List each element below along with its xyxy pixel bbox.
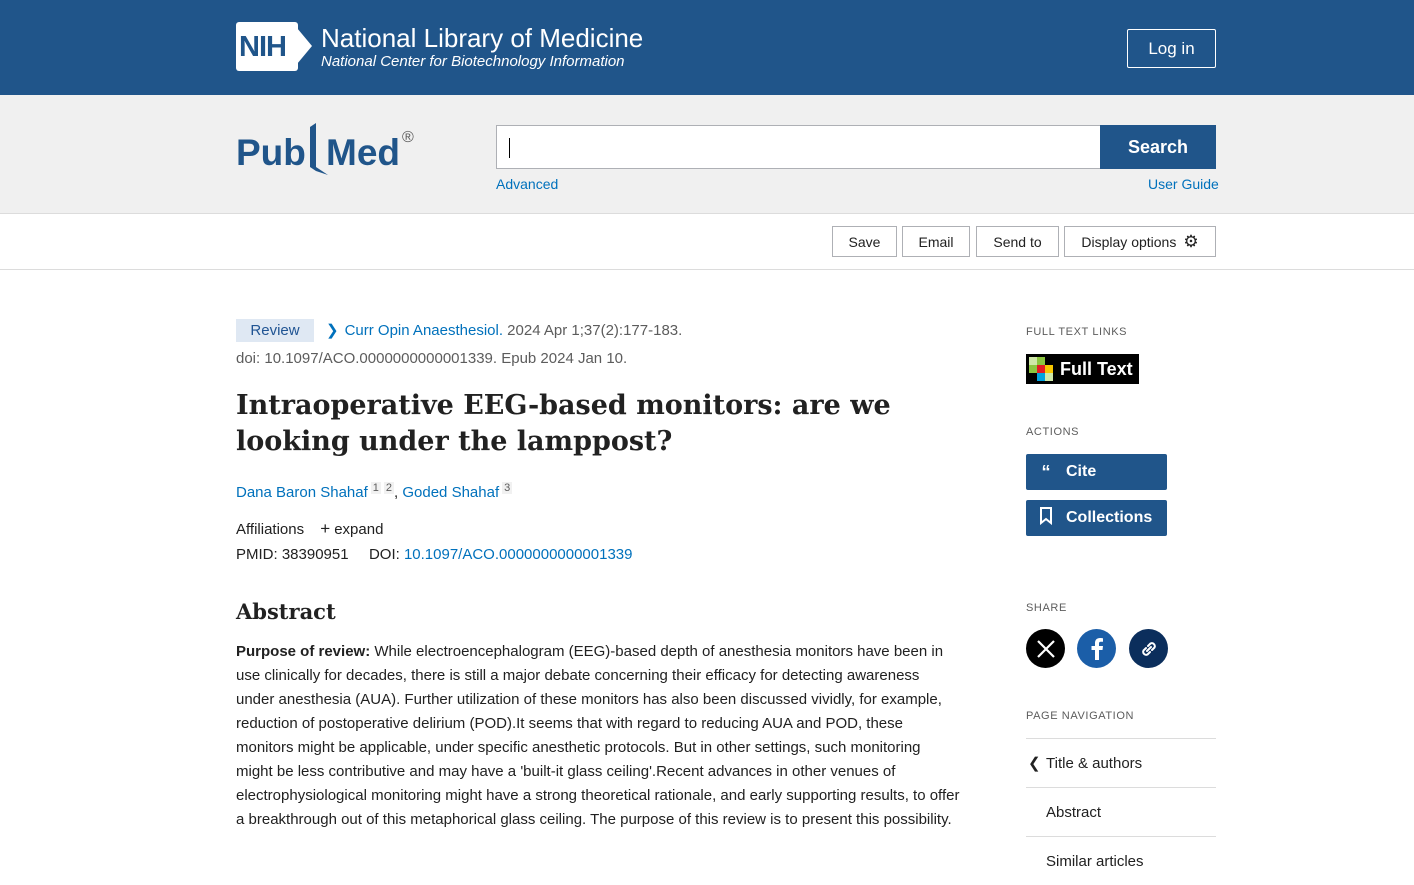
publisher-logo-icon xyxy=(1028,356,1054,382)
nav-similar-articles[interactable]: Similar articles xyxy=(1026,836,1216,885)
citation-details: 2024 Apr 1;37(2):177-183. xyxy=(503,322,683,339)
nlm-title: National Library of Medicine xyxy=(321,22,644,53)
article-title: Intraoperative EEG-based monitors: are we looking under the lamppost? xyxy=(236,390,891,457)
quote-icon: “ xyxy=(1041,461,1051,482)
affiliation-ref[interactable]: 2 xyxy=(385,482,393,494)
cite-button[interactable]: “ Cite xyxy=(1026,454,1167,490)
affiliations-label: Affiliations xyxy=(236,521,305,538)
expand-affiliations[interactable]: + expand xyxy=(320,519,384,538)
doi-link[interactable]: 10.1097/ACO.0000000000001339 xyxy=(403,546,633,563)
author-link[interactable]: Goded Shahaf xyxy=(402,484,500,501)
article-ids xyxy=(236,546,633,563)
gear-icon: ⚙ xyxy=(1183,232,1199,251)
abstract-body: While electroencephalogram (EEG)-based depth of anesthesia monitors have been in use clinically for decades, there is still a major debate concerning their efficacy for detecting awareness under anesthesia (AUA). Further utilization of these monitors has also been discussed vividly, for example, reduction of postoperative delirium (POD).It seems that with regard to reducing AUA and POD, these monitors might be applicable, under specific anesthetic protocols. But in other settings, such monitoring might be less contributive and may have a 'built-it glass ceiling'.Recent advances in other venues of electrophysiological monitoring might have a strong theoretical rationale, and early supporting results, to offer a breakthrough out of this metaphorical glass ceiling. The purpose of this review is to present this possibility. xyxy=(236,643,960,828)
pmid-label: PMID: xyxy=(236,546,278,563)
page-navigation-label: PAGE NAVIGATION xyxy=(1026,710,1135,722)
doi-label: DOI: xyxy=(368,546,400,563)
share-label: SHARE xyxy=(1026,602,1067,614)
journal-link[interactable]: Curr Opin Anaesthesiol. xyxy=(344,322,503,339)
nav-abstract[interactable]: Abstract xyxy=(1026,787,1216,836)
abstract-section-label: Purpose of review: xyxy=(236,643,371,660)
registered-mark: ® xyxy=(402,129,414,146)
abstract-text xyxy=(236,640,961,832)
copy-link-icon[interactable] xyxy=(1129,629,1168,668)
affiliation-ref[interactable]: 3 xyxy=(504,482,511,494)
journal-citation xyxy=(326,321,682,339)
facebook-share-icon[interactable] xyxy=(1077,629,1116,668)
display-options-button[interactable] xyxy=(1064,226,1216,257)
save-button[interactable]: Save xyxy=(832,226,897,257)
advanced-search-link[interactable]: Advanced xyxy=(496,176,559,192)
actions-label: ACTIONS xyxy=(1026,426,1080,438)
bookmark-icon xyxy=(1026,507,1066,530)
text-caret xyxy=(509,138,510,158)
affiliations-row xyxy=(236,519,383,539)
svg-text:Med: Med xyxy=(326,132,400,173)
x-share-icon[interactable] xyxy=(1026,629,1065,668)
author-list: Dana Baron Shahaf $^1$ $^2$ , Goded Shahaf $^3$ xyxy=(236,482,511,501)
search-input[interactable] xyxy=(496,125,1101,169)
pubmed-logo[interactable] xyxy=(236,121,418,181)
chevron-left-icon: ❮ xyxy=(1028,755,1041,772)
user-guide-link[interactable]: User Guide xyxy=(1148,176,1219,192)
nih-badge-icon: NIH xyxy=(236,22,314,71)
full-text-link[interactable]: Full Text xyxy=(1026,354,1139,384)
pmid-value: 38390951 xyxy=(281,546,349,563)
ncbi-subtitle: National Center for Biotechnology Information xyxy=(321,52,625,70)
login-button[interactable]: Log in xyxy=(1127,29,1216,68)
nav-title-authors[interactable]: ❮ Title & authors xyxy=(1026,738,1216,787)
full-text-links-label: FULL TEXT LINKS xyxy=(1026,326,1128,338)
svg-text:Pub: Pub xyxy=(236,132,306,173)
review-badge: Review xyxy=(236,319,314,342)
nih-logo[interactable] xyxy=(236,22,643,71)
pubmed-logo-icon xyxy=(236,121,418,181)
send-to-button[interactable]: Send to xyxy=(976,226,1059,257)
plus-icon: + xyxy=(320,519,331,538)
email-button[interactable]: Email xyxy=(902,226,970,257)
author-link[interactable]: Dana Baron Shahaf xyxy=(236,484,368,501)
display-options-label: Display options xyxy=(1081,233,1177,250)
chevron-right-icon: ❯ xyxy=(326,322,339,339)
collections-button[interactable]: Collections xyxy=(1026,500,1167,536)
search-button[interactable]: Search xyxy=(1100,125,1216,169)
doi-epub-line: doi: 10.1097/ACO.0000000000001339. Epub 2024 Jan 10. xyxy=(236,350,628,367)
abstract-heading: Abstract xyxy=(236,599,336,624)
affiliation-ref[interactable]: 1 xyxy=(372,482,379,494)
